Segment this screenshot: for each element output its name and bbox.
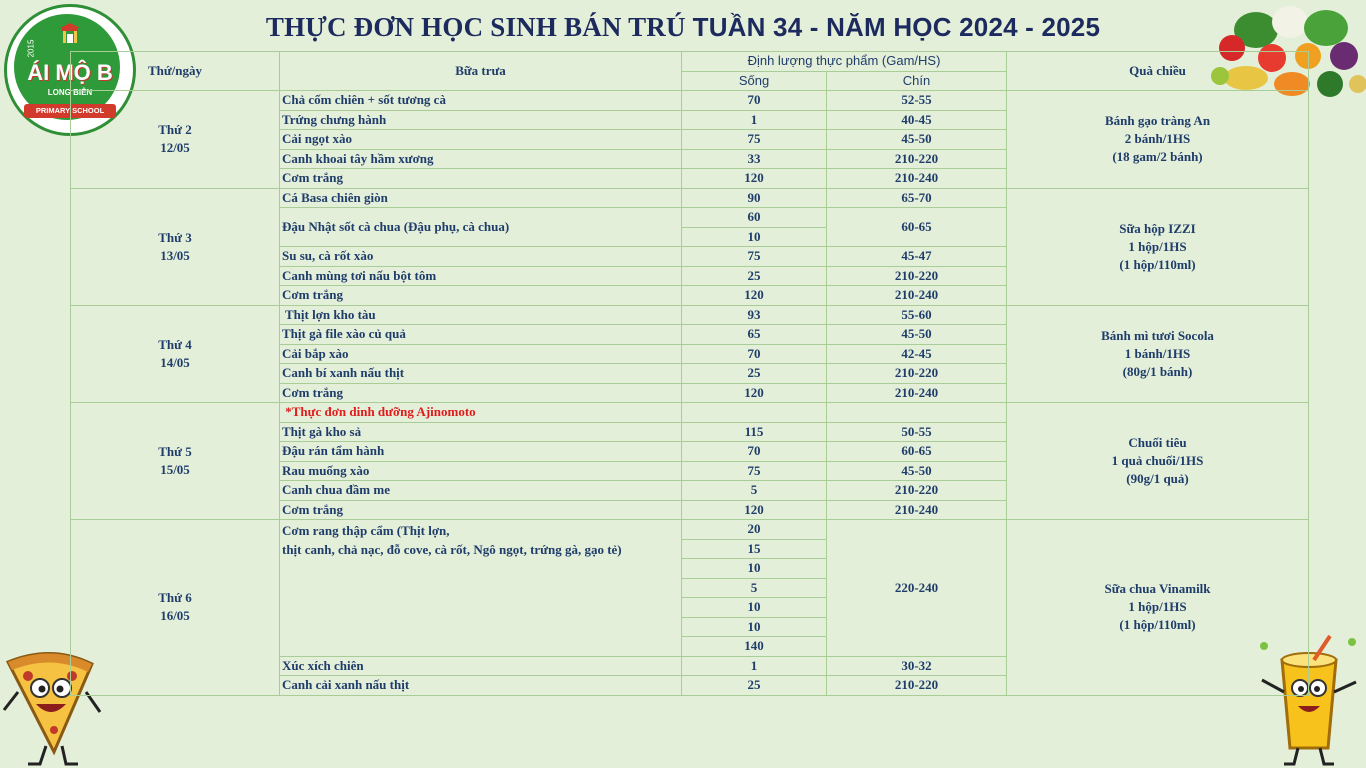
table-row [71, 91, 1309, 111]
raw-amount: 70 [682, 442, 827, 462]
cooked-amount: 45-50 [827, 130, 1007, 150]
dish-name: Rau muống xào [280, 461, 682, 481]
day-name: Thứ 5 [158, 444, 192, 459]
cooked-amount: 60-65 [827, 442, 1007, 462]
raw-amount: 15 [682, 539, 827, 559]
cooked-amount: 210-240 [827, 286, 1007, 306]
dish-name: Trứng chưng hành [280, 110, 682, 130]
snack-cell [1007, 305, 1309, 403]
dish-name: Canh bí xanh nấu thịt [280, 364, 682, 384]
cooked-amount: 45-47 [827, 247, 1007, 267]
raw-amount: 65 [682, 325, 827, 345]
table-row [71, 188, 1309, 208]
dish-name: Xúc xích chiên [280, 656, 682, 676]
cooked-amount: 42-45 [827, 344, 1007, 364]
header-cooked: Chín [827, 71, 1007, 91]
empty-cell [682, 403, 827, 423]
header-raw: Sống [682, 71, 827, 91]
logo-district: LONG BIÊN [47, 88, 93, 97]
day-name: Thứ 2 [158, 122, 192, 138]
cooked-amount: 40-45 [827, 110, 1007, 130]
raw-amount: 10 [682, 559, 827, 579]
logo-ribbon: PRIMARY SCHOOL [24, 104, 116, 118]
cooked-amount: 45-50 [827, 325, 1007, 345]
raw-amount: 10 [682, 617, 827, 637]
dish-name: Thịt gà file xào củ quả [280, 325, 682, 345]
gate-icon [58, 22, 82, 44]
dish-name: Thịt gà kho sả [280, 422, 682, 442]
day-name: Thứ 3 [158, 229, 192, 245]
cooked-amount: 210-220 [827, 266, 1007, 286]
day-cell [71, 403, 280, 520]
cooked-amount: 52-55 [827, 91, 1007, 111]
dish-name: Canh khoai tây hầm xương [280, 149, 682, 169]
raw-amount: 75 [682, 247, 827, 267]
snack-line: Chuối tiêu [1128, 435, 1187, 450]
raw-amount: 10 [682, 598, 827, 618]
menu-table [70, 51, 1309, 696]
cooked-amount: 210-220 [827, 149, 1007, 169]
header-snack: Quà chiều [1007, 52, 1309, 91]
raw-amount: 5 [682, 578, 827, 598]
table-row [71, 520, 1309, 540]
snack-line: 1 hộp/1HS [1128, 238, 1187, 254]
fried-rice-line2: thịt canh, chả nạc, đỗ cove, cà rốt, Ngô ngọt, trứng gà, gạo tẻ) [282, 542, 622, 557]
snack-line: (80g/1 bánh) [1122, 363, 1193, 379]
dish-name: Thịt lợn kho tàu [280, 305, 682, 325]
empty-cell [827, 403, 1007, 423]
snack-line: (1 hộp/110ml) [1119, 256, 1196, 272]
raw-amount: 120 [682, 383, 827, 403]
snack-cell [1007, 91, 1309, 189]
logo-school-name: ÁI MỘ B [27, 60, 113, 85]
dish-name: Cải bắp xào [280, 344, 682, 364]
day-date: 15/05 [160, 462, 190, 477]
day-name: Thứ 6 [158, 590, 192, 606]
snack-line: Bánh mì tươi Socola [1101, 327, 1214, 343]
dish-name: Cải ngọt xào [280, 130, 682, 150]
cooked-amount: 210-220 [827, 676, 1007, 696]
dish-name: Canh chua đầm me [280, 481, 682, 501]
dish-name: Canh mùng tơi nấu bột tôm [280, 266, 682, 286]
header-day: Thứ/ngày [71, 52, 280, 91]
day-cell [71, 91, 280, 189]
raw-amount: 25 [682, 364, 827, 384]
raw-amount: 115 [682, 422, 827, 442]
snack-line: Sữa hộp IZZI [1119, 220, 1196, 236]
table-row [71, 305, 1309, 325]
snack-line: (18 gam/2 bánh) [1112, 149, 1203, 165]
raw-amount: 20 [682, 520, 827, 540]
raw-amount: 120 [682, 169, 827, 189]
nutrition-note: *Thực đơn dinh dưỡng Ajinomoto [280, 403, 682, 423]
raw-amount: 120 [682, 500, 827, 520]
snack-cell [1007, 403, 1309, 520]
cooked-amount: 210-240 [827, 169, 1007, 189]
day-cell [71, 520, 280, 696]
cooked-amount: 65-70 [827, 188, 1007, 208]
raw-amount: 10 [682, 227, 827, 247]
raw-amount: 70 [682, 91, 827, 111]
cooked-amount: 55-60 [827, 305, 1007, 325]
dish-name: Canh cải xanh nấu thịt [280, 676, 682, 696]
raw-amount: 1 [682, 656, 827, 676]
raw-amount: 25 [682, 266, 827, 286]
dish-name: Cơm trắng [280, 383, 682, 403]
cooked-amount: 210-240 [827, 500, 1007, 520]
cooked-amount: 210-220 [827, 364, 1007, 384]
cooked-amount: 210-240 [827, 383, 1007, 403]
cooked-amount: 45-50 [827, 461, 1007, 481]
day-date: 13/05 [160, 247, 190, 263]
fried-rice-line1: Cơm rang thập cẩm (Thịt lợn, [282, 523, 450, 538]
raw-amount: 120 [682, 286, 827, 306]
dish-name: Cơm trắng [280, 286, 682, 306]
dish-name: Cá Basa chiên giòn [280, 188, 682, 208]
day-date: 16/05 [160, 608, 190, 624]
header-row [71, 52, 1309, 72]
cooked-amount: 60-65 [827, 208, 1007, 247]
raw-amount: 93 [682, 305, 827, 325]
raw-amount: 60 [682, 208, 827, 228]
title-main: THỰC ĐƠN HỌC SINH BÁN TRÚ [265, 12, 686, 42]
cooked-amount: 220-240 [827, 520, 1007, 657]
dish-name: Cơm trắng [280, 169, 682, 189]
logo-year: 2015 [26, 39, 36, 58]
day-cell [71, 188, 280, 305]
snack-line: Bánh gạo tràng An [1104, 113, 1211, 129]
dish-name: Đậu Nhật sốt cà chua (Đậu phụ, cà chua) [280, 208, 682, 247]
title-week: TUẦN 34 - NĂM HỌC 2024 - 2025 [692, 12, 1101, 42]
raw-amount: 5 [682, 481, 827, 501]
snack-line: Sữa chua Vinamilk [1104, 581, 1211, 597]
dish-name: Chả cốm chiên + sốt tương cà [280, 91, 682, 111]
raw-amount: 25 [682, 676, 827, 696]
raw-amount: 75 [682, 461, 827, 481]
snack-line: 1 bánh/1HS [1124, 345, 1191, 361]
snack-line: 2 bánh/1HS [1124, 131, 1191, 147]
snack-cell [1007, 188, 1309, 305]
raw-amount: 70 [682, 344, 827, 364]
snack-line: 1 quả chuối/1HS [1111, 453, 1204, 468]
dish-name [280, 520, 682, 657]
raw-amount: 90 [682, 188, 827, 208]
raw-amount: 140 [682, 637, 827, 657]
snack-line: (1 hộp/110ml) [1119, 617, 1196, 633]
cooked-amount: 210-220 [827, 481, 1007, 501]
snack-line: 1 hộp/1HS [1128, 599, 1187, 615]
raw-amount: 1 [682, 110, 827, 130]
snack-cell [1007, 520, 1309, 696]
dish-name: Su su, cà rốt xào [280, 247, 682, 267]
day-cell [71, 305, 280, 403]
header-lunch: Bữa trưa [280, 52, 682, 91]
cooked-amount: 50-55 [827, 422, 1007, 442]
dish-name: Cơm trắng [280, 500, 682, 520]
day-name: Thứ 4 [158, 336, 192, 352]
table-row [71, 403, 1309, 423]
dish-name: Đậu rán tẩm hành [280, 442, 682, 462]
cooked-amount: 30-32 [827, 656, 1007, 676]
header-quantity: Định lượng thực phẩm (Gam/HS) [682, 52, 1007, 72]
page-title [0, 12, 1366, 48]
raw-amount: 33 [682, 149, 827, 169]
day-date: 14/05 [160, 354, 190, 370]
day-date: 12/05 [160, 140, 190, 156]
raw-amount: 75 [682, 130, 827, 150]
snack-line: (90g/1 quả) [1126, 471, 1189, 486]
